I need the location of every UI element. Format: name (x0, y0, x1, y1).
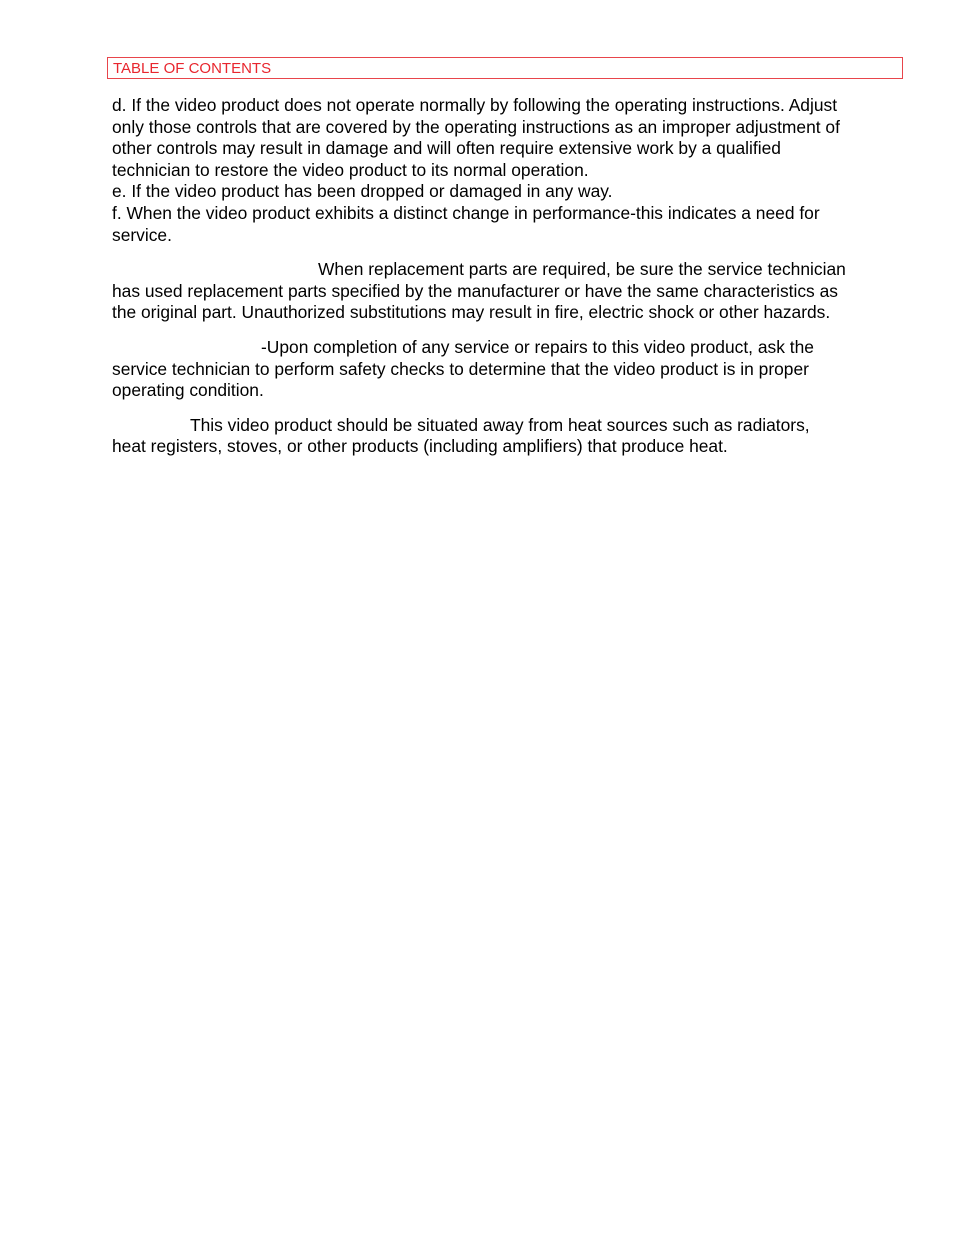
safety-line-3: operating condition. (112, 380, 264, 401)
item-f-line-2: service. (112, 224, 172, 245)
replacement-parts-paragraph (112, 259, 912, 324)
safety-line-1: -Upon completion of any service or repairs to this video product, ask the (261, 336, 814, 357)
item-d-line-4: technician to restore the video product to its normal operation. (112, 159, 589, 180)
safety-check-paragraph (112, 337, 912, 402)
item-f-line-1: f. When the video product exhibits a distinct change in performance-this indicates a need for (112, 202, 820, 223)
replacement-line-3: the original part. Unauthorized substitutions may result in fire, electric shock or other hazards. (112, 302, 831, 323)
table-of-contents-link-box[interactable] (107, 57, 903, 79)
page-body (112, 95, 912, 458)
replacement-line-1: When replacement parts are required, be sure the service technician (318, 259, 846, 280)
servicing-items (112, 95, 912, 246)
heat-paragraph (112, 415, 912, 458)
safety-line-2: service technician to perform safety checks to determine that the video product is in proper (112, 358, 809, 379)
replacement-line-2: has used replacement parts specified by the manufacturer or have the same characteristics as (112, 280, 838, 301)
heat-line-1: This video product should be situated away from heat sources such as radiators, (190, 414, 810, 435)
item-e-line-1: e. If the video product has been dropped or damaged in any way. (112, 181, 613, 202)
item-d-line-2: only those controls that are covered by the operating instructions as an improper adjustment of (112, 116, 840, 137)
item-d-line-1: d. If the video product does not operate normally by following the operating instructions. Adjust (112, 95, 838, 115)
heat-line-2: heat registers, stoves, or other products (including amplifiers) that produce heat. (112, 436, 728, 457)
table-of-contents-link[interactable]: TABLE OF CONTENTS (113, 60, 272, 77)
item-d-line-3: other controls may result in damage and will often require extensive work by a qualified (112, 138, 781, 159)
